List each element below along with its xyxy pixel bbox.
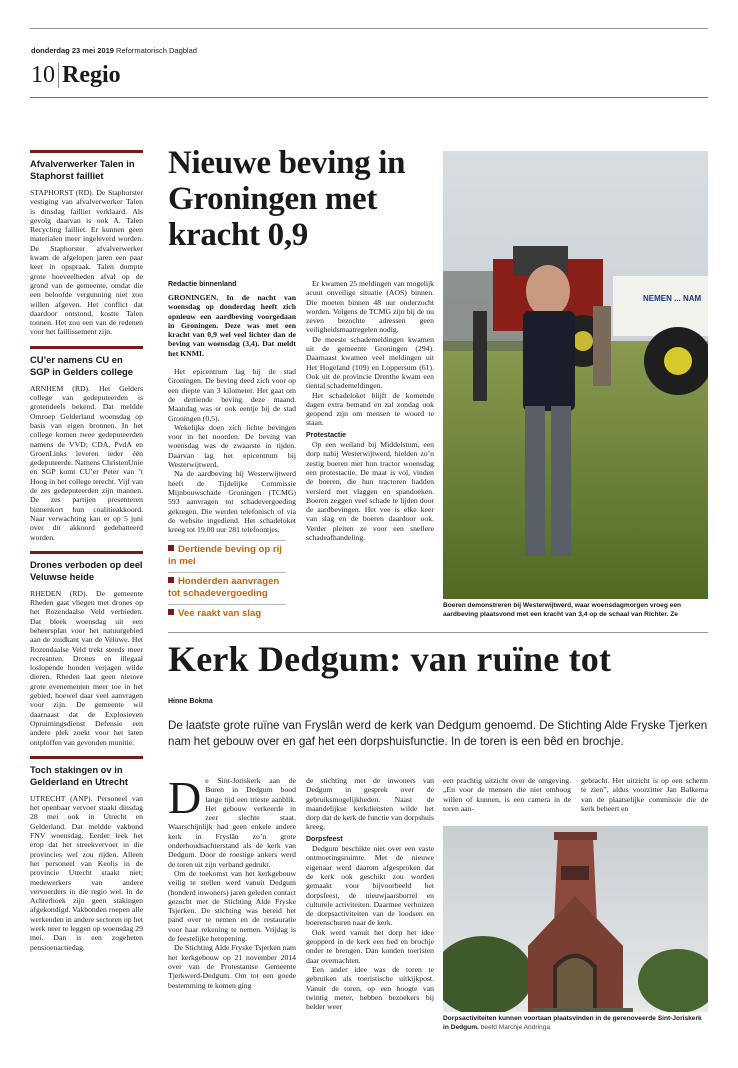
bottom-story-headline: Kerk Dedgum: van ruïne tot: [168, 639, 612, 679]
related-link[interactable]: Honderden aanvragen tot schadevergoeding: [168, 572, 286, 604]
church-photo: [443, 826, 708, 1012]
photo-credit: beeld Marchje Andringa: [480, 1024, 551, 1031]
paragraph: de stichting met de inwoners van Dedgum in gesprek over de gebruiksmogelijkheden. Naast de maandelijkse kerkdiensten wilde het dorp dat de kerk de functie van dorpshuis kreeg.: [306, 776, 434, 832]
page-header: [31, 61, 121, 89]
news-briefs-column: [30, 150, 143, 961]
paragraph: gebracht. Het uitzicht is op een scherm te zien”, aldus voorzitter Jan Balkema van de plaatselijke commissie die de kerk beheert en: [581, 776, 708, 813]
bottom-story-byline: Hinne Bokma: [168, 698, 213, 705]
paragraph: Er kwamen 25 meldingen van mogelijk acuut onveilige situatie (AOS) binnen. Die moeten binnen 48 uur onderzocht worden. Volgens de TCMG zijn bij de nu zeven bezochte adressen geen veiligheidsmaatregelen nodig.: [306, 279, 434, 335]
banner-text: NEMEN ... NAM: [643, 294, 702, 303]
header-divider: [58, 63, 59, 88]
bullet-square-icon: [168, 577, 174, 583]
top-story-lead: GRONINGEN. In de nacht van woensdag op donderdag heeft zich opnieuw een aardbeving voorgedaan in Groningen. Deze was met een kracht van 0,9 wel veel lichter dan de beving van woensdag (3,4). Dat meldt het KNMI.: [168, 293, 296, 358]
bottom-story-column-3: [443, 776, 571, 813]
brief-title: Afvalverwerker Talen in Staphorst failliet: [30, 158, 135, 181]
farmers-protest-photo: [443, 151, 708, 599]
paragraph: Het epicentrum lag bij de stad Groningen. De beving deed zich voor op een diepte van 3 kilometer. Het gaat om de dertiende beving deze maand. Maandag was er ook eentje bij de stad Groningen (0,5).: [168, 367, 296, 423]
newspaper-name: Reformatorisch Dagblad: [116, 46, 197, 55]
bullet-square-icon: [168, 545, 174, 551]
paragraph: Na de aardbeving bij Westerwijtwerd heeft de Tijdelijke Commissie Mijnbouwschade Groningen (TCMG) 593 aanvragen tot schadevergoeding gekregen. Die werden telefonisch of via de website ingediend. Het schadeloket kreeg tot 19.00 uur 281 telefoontjes.: [168, 469, 296, 535]
subheading: Protestactie: [306, 431, 347, 439]
top-story-column-1: [168, 293, 296, 534]
brief-body: STAPHORST (RD). De Staphorster vestiging van afvalverwerker Talen is dinsdag failliet verklaard. Als gevolg daarvan is ook A. Talen Recycling failliet. Er kunnen geen materialen meer ingeleverd worden. De Staphorster afvalverwerker kwam de afgelopen jaren een paar keer in opspraak. Talen dumpte grote hoeveelheden afval op de grond van de gemeente, omdat die een beloofde vergunning niet zou willen afgeven. Het conflict dat daardoor ontstond, kostte Talen tonnen. Het zou een van de redenen voor het faillissement zijn.: [30, 188, 143, 337]
top-story-column-2: [306, 279, 434, 542]
page-number: 10: [31, 61, 55, 88]
brief-title: CU’er namens CU en SGP in Gelders college: [30, 353, 133, 377]
paragraph: Om de toekomst van het kerkgebouw veilig te stellen werd vanuit Dedgum (honderd inwoners) jaren geleden contact gezocht met de Stichting Alde Fryske Tsjerken. De stichting was bereid het pand over te nemen en de restauratie voor haar rekening te nemen. Vrijdag is de feestelijke heropening.: [168, 868, 296, 944]
bottom-story-column-2: [306, 776, 434, 1011]
dateline: [31, 46, 197, 55]
brief-body: UTRECHT (ANP). Personeel van het openbaar vervoer staakt dinsdag 28 mei ook in Utrecht en Gelderland. Dat meldde vakbond FNV woensdag. Eerder leek het erop dat het streekvervoer in die provincies wel zou rijden. Alleen het personeel van Keolis in de provincie Utrecht staakt niet; medewerkers van andere vervoerders in die regio wel. In de Achterhoek zijn geen stakingen afgekondigd. Vakbonden roepen alle werkenden in andere sectoren op het werk neer te leggen op woensdag 29 mei. Dan is een zogeheten pensioenactiedag.: [30, 793, 143, 952]
opening-paragraph: De Sint-Joriskerk aan de Buren in Dedgum bood lange tijd een trieste aanblik. Het gebouw verkeerde in zeer slechte staat. Waarschijnlijk had geen enkele andere kerk in Fryslân zo’n grote onderhoudsachterstand als de kerk van Dedgum. Door de roestige ankers werd de toren uit zijn verband gedrukt.: [168, 772, 296, 869]
related-links: [168, 540, 286, 624]
paragraph: Ook werd vanuit het dorp het idee geopperd in de kerk een bed en brochje onder te brengen. Dan konden toeristen daar overnachten.: [306, 927, 434, 965]
story-divider: [168, 632, 708, 633]
photo-caption: Dorpsactiviteiten kunnen voortaan plaatsvinden in de gerenoveerde Sint-Joriskerk in Dedgum. beeld Marchje Andringa: [443, 1015, 702, 1031]
top-rule: [30, 28, 708, 29]
paragraph: Het schadeloket blijft de komende dagen extra bemand en zal zondag ook geopend zijn om mensen te woord te staan.: [306, 390, 434, 428]
brief-item: [30, 150, 143, 337]
brief-item: [30, 346, 143, 542]
paragraph: De Stichting Alde Fryske Tsjerken nam het kerkgebouw op 21 november 2014 over van de Protestantse Gemeente Tjerkwerd-Dedgum. Om tot een goede bestemming te komen ging: [168, 943, 296, 990]
photo-caption: Boeren demonstreren bij Westerwijtwerd, waar woensdagmorgen vroeg een aardbeving plaatsvond met een kracht van 3,4 op de schaal van Richter. Ze: [443, 602, 682, 618]
paragraph: De meeste schademeldingen kwamen uit de gemeente Groningen (294). Daarnaast kwamen veel meldingen uit Het Hogeland (109) en Loppersum (61). Ook uit de provincie Drenthe kwam een tiental schademeldingen.: [306, 334, 434, 391]
paragraph: Op een weiland bij Middelstum, een dorp nabij Westerwijtwerd, hielden zo’n zestig boeren met hun tractor woensdag een protestactie. De maat is vol, vinden de boeren, die hun tractoren hadden versierd met vlaggen en spandoeken. Boeren zeggen veel schade te lijden door de aardbevingen. Het vee is elke keer van slag en de boeren daardoor ook. Verder pleiten ze voor een snellere schadeafhandeling.: [306, 440, 434, 543]
top-story-byline: Redactie binnenland: [168, 281, 237, 288]
section-title: Regio: [62, 61, 121, 88]
paragraph: Een ander idee was de toren te gebruiken als toeristische uitkijkpost. Vanuit de toren, op een hoogte van twintig meter, hebben bezoekers bij helder weer: [306, 964, 434, 1012]
brief-title: Drones verboden op deel Veluwse heide: [30, 558, 143, 582]
brief-item: [30, 756, 143, 952]
top-story-headline: Nieuwe beving in Groningen met kracht 0,9: [168, 145, 406, 253]
paragraph: een prachtig uitzicht over de omgeving. „En voor de mensen die niet omhoog willen of kunnen, is een camera in de toren aan-: [443, 776, 571, 813]
paragraph: Dedgum beschikte niet over een vaste ontmoetingsruimte. Met de nieuwe eigenaar werd daarom afgesproken dat de kerk ook geschikt zou worden gemaakt voor bijvoorbeeld het dorpsfeest, de nieuwjaarsborrel en culturele activiteiten. Daarmee verhuizen de dorpsactiviteiten van de loodsen en boerenschuren naar de kerk.: [306, 844, 434, 928]
related-link[interactable]: Dertiende beving op rij in mei: [168, 540, 286, 572]
paragraph: Wekelijks doen zich lichte bevingen voor in het noorden. De beving van woensdag was de zwaarste in tijden. Daarvan lag het epicentrum bij Westerwijtwerd.: [168, 422, 296, 470]
bottom-story-column-4: [581, 776, 708, 813]
brief-title: Toch stakingen ov in Gelderland en Utrecht: [30, 763, 128, 787]
brief-body: RHEDEN (RD). De gemeente Rheden gaat vliegen met drones op het Rozendaalse Veld verbieden. Dat bleek woensdag uit een beheersplan voor het natuurgebied aan de zuidkant van de Veluwe. Het Rozendaalse Veld trekt steeds meer recreanten. Drones en illegaal loslopende honden verjagen wilde dieren. Rheden laat geen nieuwe grote evenementen meer toe in het gebied, hoewel daar veel aanvragen voor zijn. De gemeente wil daarnaast dat de Explosieven Opruimingsdienst Defensie een andere plek zoekt voor het laten ontploffen van gevonden munitie.: [30, 588, 143, 747]
subheading: Dorpsfeest: [306, 835, 343, 843]
drop-cap: D: [168, 772, 202, 823]
issue-date: donderdag 23 mei 2019: [31, 46, 114, 55]
brief-item: [30, 551, 143, 747]
related-link[interactable]: Vee raakt van slag: [168, 604, 286, 624]
header-rule: [30, 97, 708, 98]
brief-body: ARNHEM (RD). Het Gelders college van gedeputeerden is grotendeels bekend. Dat meldde Omroep Gelderland woensdag op basis van eigen bronnen. In het college komen twee gedeputeerden namens de VVD; CDA, PvdA en GroenLinks leveren ieder één gedeputeerde. Namens ChristenUnie en SGP komt CU’er Peter van ’t Hoog in het college terecht. Vijf van de zes gedeputeerden zijn mannen. De zes partijen presenteren binnenkort hun coalitieakkoord. Naar verwachting kan er op 5 juni over dit akkoord gedebatteerd worden.: [30, 383, 143, 542]
bottom-story-column-1: [168, 772, 296, 990]
bullet-square-icon: [168, 609, 174, 615]
bottom-story-intro: De laatste grote ruïne van Fryslân werd de kerk van Dedgum genoemd. De Stichting Alde Fryske Tjerken nam het gebouw over en gaf het een dorpshuisfunctie. In de toren is een bêd en brochje.: [168, 719, 708, 748]
